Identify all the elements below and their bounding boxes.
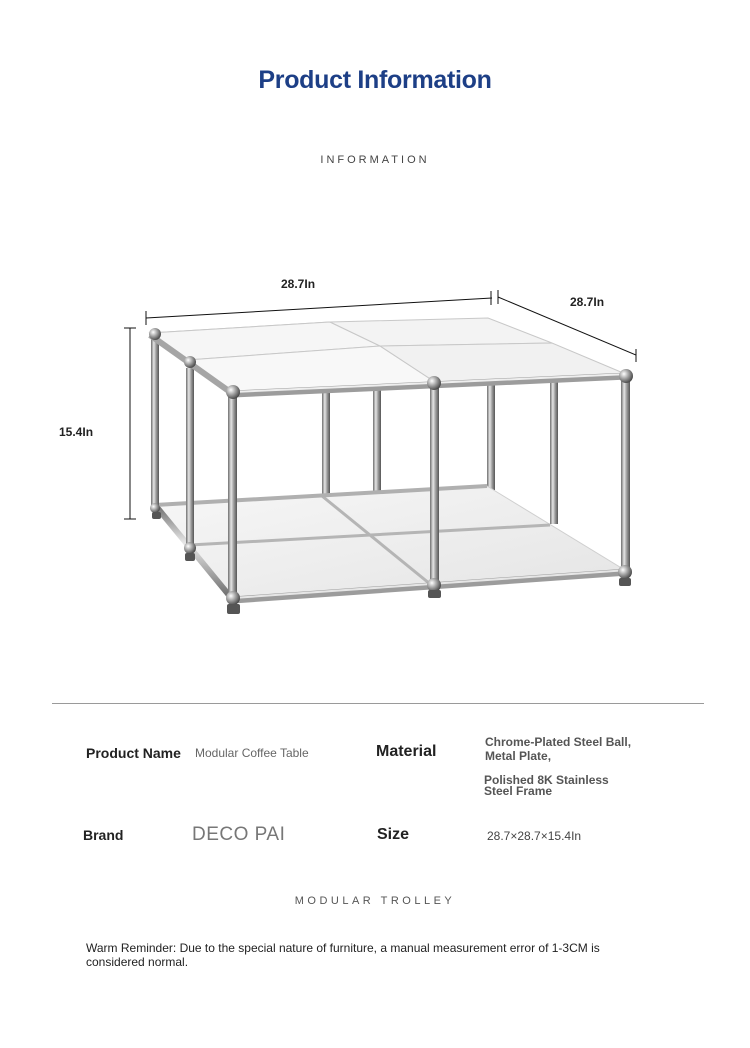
section-divider bbox=[52, 703, 704, 704]
table-top bbox=[150, 318, 628, 394]
size-value: 28.7×28.7×15.4In bbox=[487, 829, 582, 843]
size-label: Size bbox=[377, 826, 410, 843]
material-line-3: Polished 8K Stainless bbox=[484, 773, 609, 787]
width-dimension-label: 28.7In bbox=[281, 277, 316, 291]
material-line-2: Metal Plate, bbox=[485, 749, 552, 763]
product-name-label: Product Name bbox=[86, 745, 181, 761]
page-title: Product Information bbox=[258, 66, 492, 94]
brand-label: Brand bbox=[83, 827, 124, 843]
warm-reminder-text: Warm Reminder: Due to the special nature of furniture, a manual measurement error of 1-3CM is considered normal. bbox=[86, 941, 600, 969]
material-label: Material bbox=[376, 743, 437, 760]
depth-dimension-label: 28.7In bbox=[570, 295, 605, 309]
material-line-4: Steel Frame bbox=[484, 784, 553, 798]
modular-trolley-tagline: MODULAR TROLLEY bbox=[294, 895, 456, 907]
material-line-1: Chrome-Plated Steel Ball, bbox=[485, 735, 632, 749]
brand-value: DECO PAI bbox=[192, 824, 286, 845]
section-subtitle: INFORMATION bbox=[320, 154, 430, 166]
height-dimension-line bbox=[124, 328, 136, 519]
product-name-value: Modular Coffee Table bbox=[195, 746, 309, 760]
height-dimension-label: 15.4In bbox=[59, 425, 94, 439]
